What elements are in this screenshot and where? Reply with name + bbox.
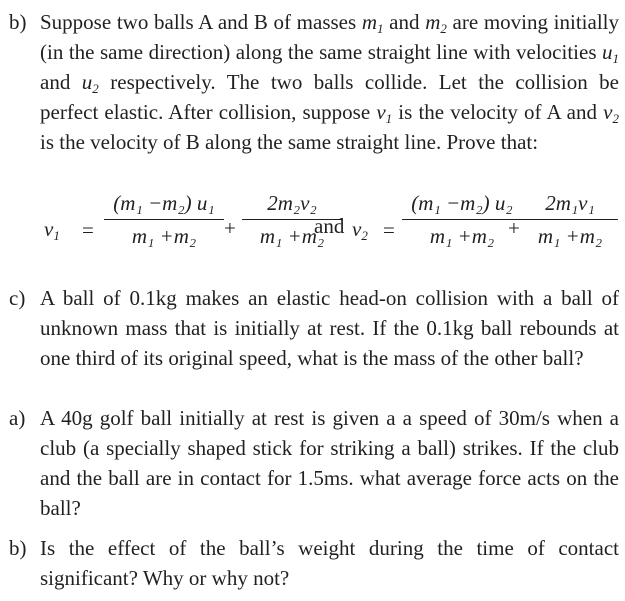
velocity-u1: $u_1$ xyxy=(602,40,619,66)
fraction-1 xyxy=(104,190,224,249)
elastic-collision-formula xyxy=(0,190,625,264)
formula-v1-lhs: $v_1$ xyxy=(44,217,60,243)
question-a-golf-ball xyxy=(9,403,619,523)
formula-plus-2: + xyxy=(508,216,520,240)
formula-v2-lhs: $v_2$ xyxy=(352,217,368,243)
question-text: Suppose two balls A and B of masses $m_1$ and $m_2$ are moving initially (in the same direction) along the same straight line with velocities $u_1$ and $u_2$ respectively. The two balls collide. Let the collision be perfect elastic. After collision, suppose $v_1$ is the velocity of A and $v_2$ is the velocity of B along the same straight line. Prove that: xyxy=(40,10,619,154)
question-b-collision xyxy=(9,7,619,157)
fraction-2-numerator: 2m₂v₂ xyxy=(267,191,317,215)
question-label: b) xyxy=(9,536,27,560)
velocity-v1: $v_1$ xyxy=(376,100,393,126)
fraction-3 xyxy=(402,190,522,249)
question-b-weight xyxy=(9,533,619,593)
fraction-4 xyxy=(522,190,618,249)
mass-m2: $m_2$ xyxy=(425,10,447,36)
fraction-3-numerator: (m₁ −m₂) u₂ xyxy=(411,191,513,215)
fraction-1-numerator: (m₁ −m₂) u₁ xyxy=(113,191,215,215)
fraction-4-numerator: 2m₁v₁ xyxy=(545,191,595,215)
fraction-1-denominator: m₁ +m₂ xyxy=(131,224,197,249)
question-label: a) xyxy=(9,406,26,430)
question-text: A ball of 0.1kg makes an elastic head-on collision with a ball of unknown mass that is initially at rest. If the 0.1kg ball rebounds at one third of its original speed, what is the mass of the other ball? xyxy=(40,286,619,370)
fraction-4-denominator: m₁ +m₂ xyxy=(537,224,603,249)
velocity-u2: $u_2$ xyxy=(81,70,99,96)
fraction-3-denominator: m₁ +m₂ xyxy=(429,224,495,249)
question-text: A 40g golf ball initially at rest is given a a speed of 30m/s when a club (a specially shaped stick for striking a ball) strikes. If the club and the ball are in contact for 1.5ms. what average force acts on the ball? xyxy=(40,406,619,520)
velocity-v2: $v_2$ xyxy=(603,100,619,126)
formula-equals-1: = xyxy=(82,218,94,242)
formula-equals-2: = xyxy=(383,218,395,242)
question-c-rebound xyxy=(9,283,619,373)
question-label: c) xyxy=(9,286,26,310)
formula-and: and xyxy=(314,214,345,238)
question-label: b) xyxy=(9,10,27,34)
mass-m1: $m_1$ xyxy=(361,10,384,36)
formula-plus-1: + xyxy=(224,216,236,240)
fraction-2-denominator: m₁ +m₂ xyxy=(259,224,325,249)
question-text: Is the effect of the ball’s weight during the time of contact significant? Why or why not? xyxy=(40,536,619,590)
